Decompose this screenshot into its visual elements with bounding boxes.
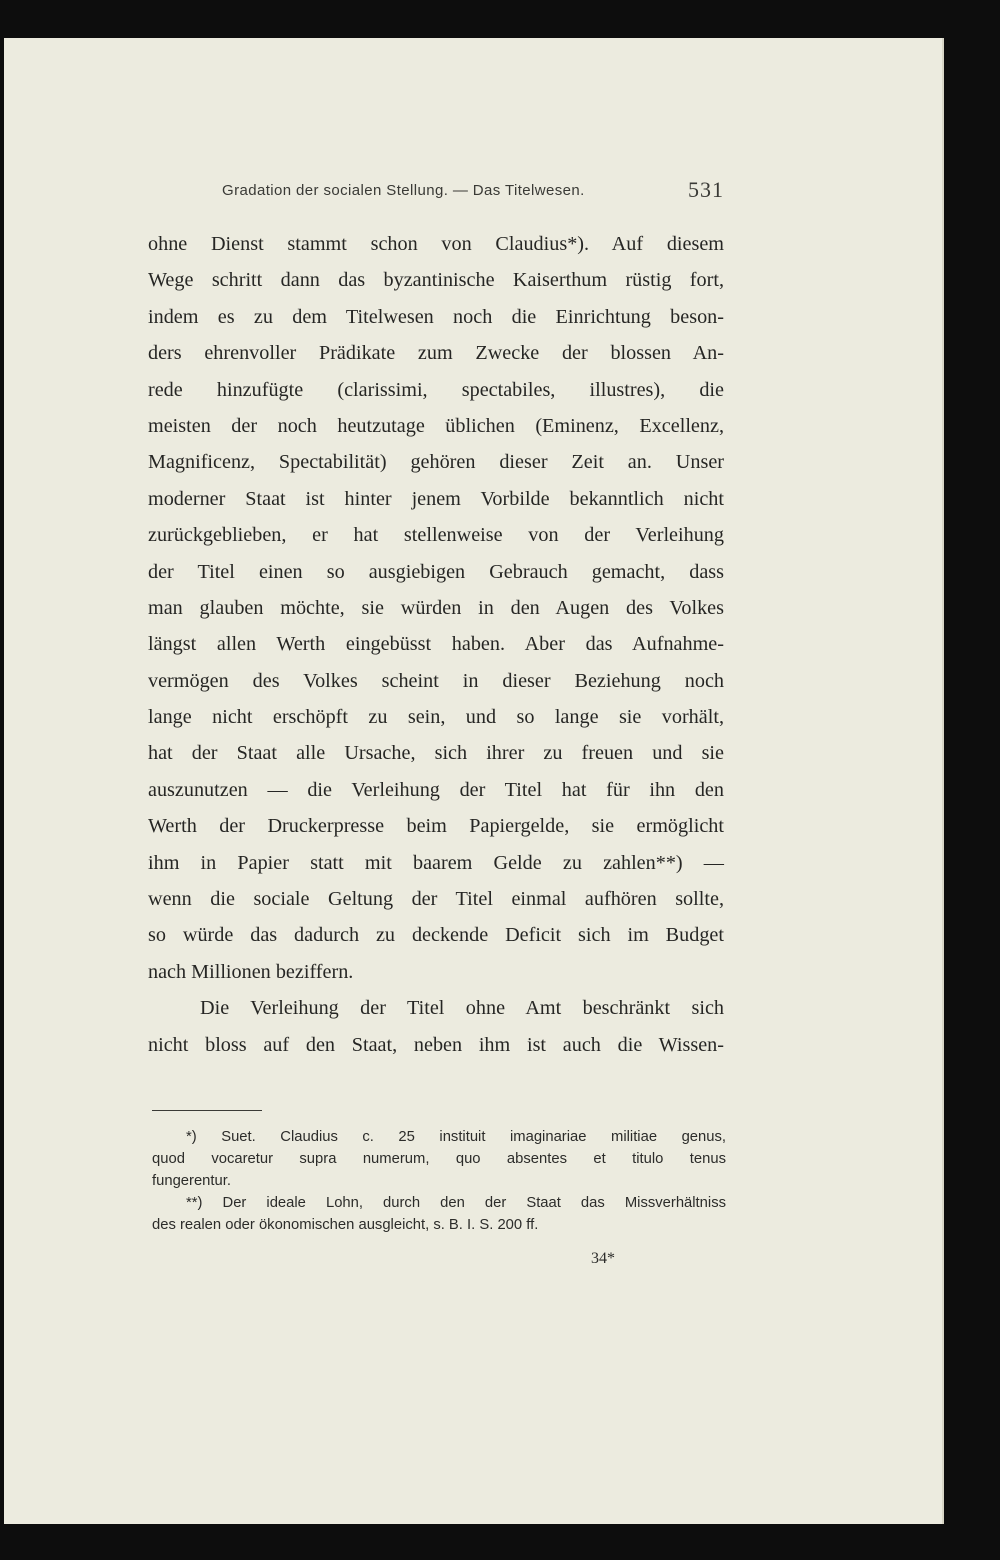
text-line: auszunutzen — die Verleihung der Titel hat für ihn den xyxy=(148,778,724,801)
footnotes xyxy=(152,1126,726,1236)
page-number: 531 xyxy=(688,177,724,202)
text-line: ohne Dienst stammt schon von Claudius*). Auf diesem xyxy=(148,233,724,255)
text-line: zurückgeblieben, er hat stellenweise von der Verleihung xyxy=(148,524,724,547)
text-line: man glauben möchte, sie würden in den Augen des Volkes xyxy=(148,596,724,619)
footnote-line: des realen oder ökonomischen ausgleicht, s. B. I. S. 200 ff. xyxy=(152,1217,539,1233)
text-line: ders ehrenvoller Prädikate zum Zwecke der blossen An- xyxy=(148,342,724,365)
text-line: indem es zu dem Titelwesen noch die Einrichtung beson- xyxy=(148,305,724,328)
text-line: meisten der noch heutzutage üblichen (Eminenz, Excellenz, xyxy=(148,414,724,437)
text-line: nicht bloss auf den Staat, neben ihm ist auch die Wissen- xyxy=(148,1033,724,1056)
paragraph-start-line: Die Verleihung der Titel ohne Amt beschränkt sich xyxy=(200,997,724,1020)
text-line: der Titel einen so ausgiebigen Gebrauch gemacht, dass xyxy=(148,560,724,583)
text-line: vermögen des Volkes scheint in dieser Beziehung noch xyxy=(148,669,724,692)
footnote-line: quod vocaretur supra numerum, quo absentes et titulo tenus xyxy=(152,1151,726,1167)
text-line: wenn die sociale Geltung der Titel einmal aufhören sollte, xyxy=(148,888,724,911)
footnote-line: fungerentur. xyxy=(152,1173,231,1189)
text-line: ihm in Papier statt mit baarem Gelde zu zahlen**) — xyxy=(148,851,724,874)
signature-mark: 34* xyxy=(591,1250,615,1267)
text-line: hat der Staat alle Ursache, sich ihrer zu freuen und sie xyxy=(148,742,724,765)
page-header xyxy=(148,175,728,209)
main-text xyxy=(148,226,724,1063)
text-line: moderner Staat ist hinter jenem Vorbilde bekanntlich nicht xyxy=(148,487,724,510)
text-line: längst allen Werth eingebüsst haben. Aber das Aufnahme- xyxy=(148,633,724,656)
text-line: Werth der Druckerpresse beim Papiergelde, sie ermöglicht xyxy=(148,815,724,838)
footnote-line: *) Suet. Claudius c. 25 instituit imaginariae militiae genus, xyxy=(186,1129,726,1145)
text-line: Wege schritt dann das byzantinische Kaiserthum rüstig fort, xyxy=(148,269,724,292)
text-line: lange nicht erschöpft zu sein, und so lange sie vorhält, xyxy=(148,706,724,729)
text-line: so würde das dadurch zu deckende Deficit sich im Budget xyxy=(148,924,724,947)
footnote-line: **) Der ideale Lohn, durch den der Staat das Missverhältniss xyxy=(186,1195,726,1211)
paragraph-end-line: nach Millionen beziffern. xyxy=(148,960,354,983)
running-head: Gradation der socialen Stellung. — Das Titelwesen. xyxy=(222,182,585,199)
footnote-divider xyxy=(152,1110,262,1111)
text-line: rede hinzufügte (clarissimi, spectabiles, illustres), die xyxy=(148,378,724,401)
text-line: Magnificenz, Spectabilität) gehören dieser Zeit an. Unser xyxy=(148,451,724,474)
